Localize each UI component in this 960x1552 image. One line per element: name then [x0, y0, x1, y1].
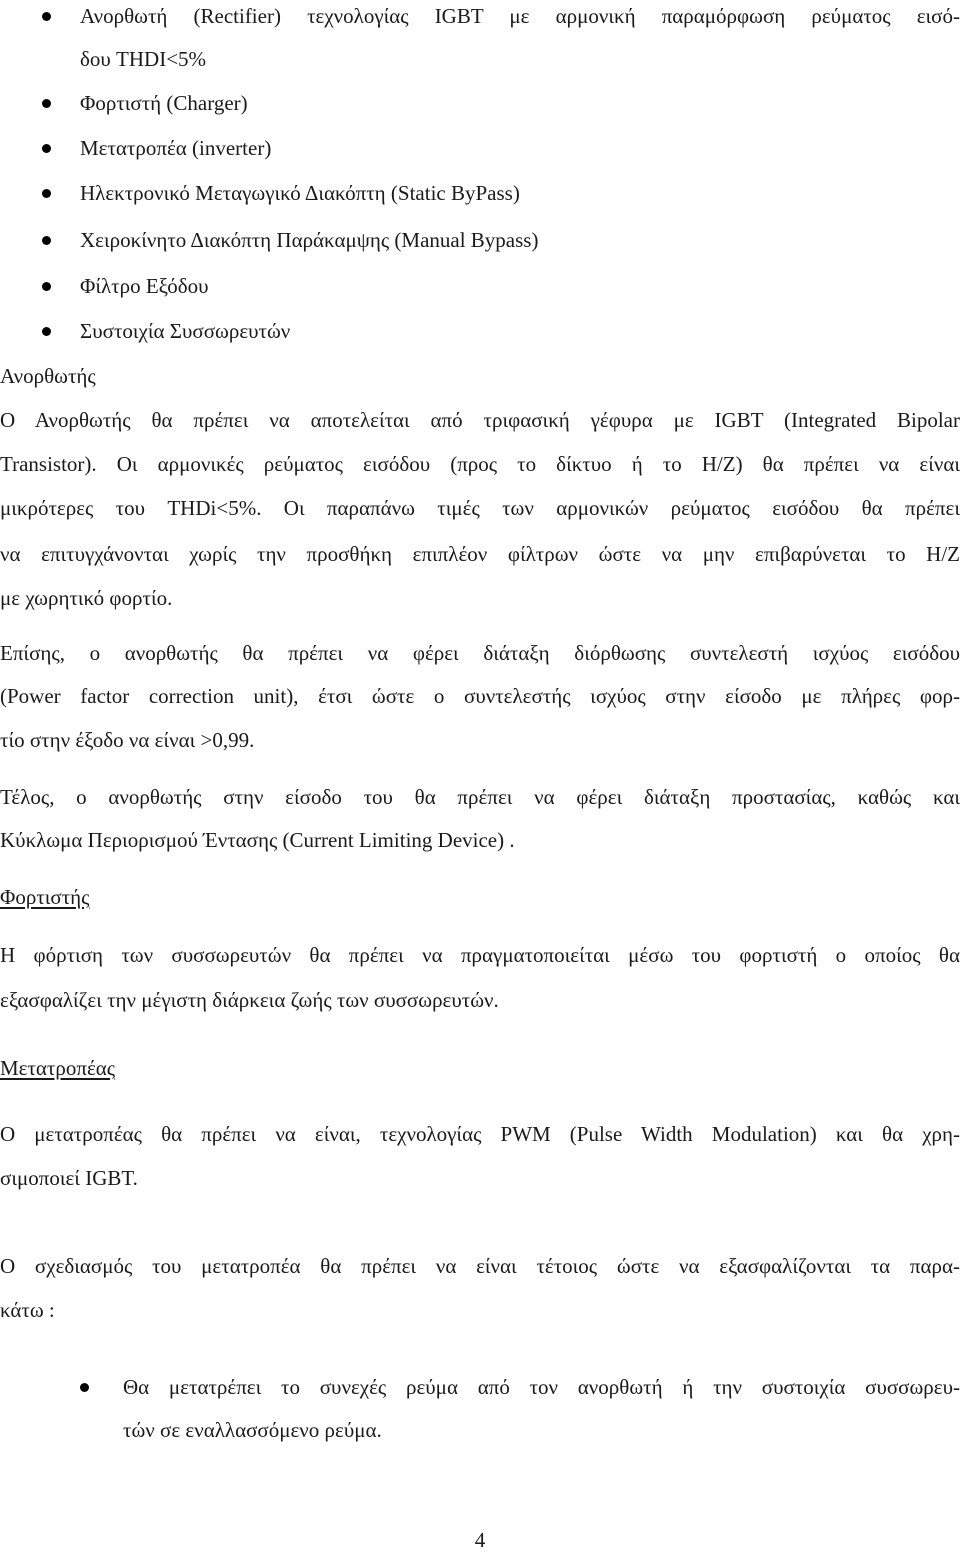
section-heading: Ανορθωτής: [0, 364, 96, 388]
list-item: Φίλτρο Εξόδου: [80, 274, 209, 298]
page-number: 4: [474, 1528, 486, 1552]
bullet-dot-icon: [42, 144, 51, 153]
bullet-dot-icon: [42, 282, 51, 291]
bullet-dot-icon: [42, 12, 51, 21]
list-item: Συστοιχία Συσσωρευτών: [80, 319, 291, 343]
paragraph-line: Ο σχεδιασμός του μετατροπέα θα πρέπει να είναι τέτοιος ώστε να εξασφαλίζονται τα παρα-: [0, 1254, 960, 1278]
bullet-dot-icon: [42, 189, 51, 198]
list-item: Ανορθωτή (Rectifier) τεχνολογίας IGBT με αρμονική παραμόρφωση ρεύματος εισό-: [80, 4, 960, 28]
paragraph-line: Κύκλωμα Περιορισμού Έντασης (Current Limiting Device) .: [0, 828, 515, 852]
paragraph-line: Ο μετατροπέας θα πρέπει να είναι, τεχνολογίας PWM (Pulse Width Modulation) και θα χρη-: [0, 1122, 960, 1146]
list-item: Φορτιστή (Charger): [80, 91, 248, 115]
paragraph-line: Transistor). Οι αρμονικές ρεύματος εισόδου (προς το δίκτυο ή το Η/Ζ) θα πρέπει να είναι: [0, 452, 960, 476]
paragraph-line: με χωρητικό φορτίο.: [0, 586, 173, 610]
paragraph-line: (Power factor correction unit), έτσι ώστε ο συντελεστής ισχύος στην είσοδο με πλήρες φορ-: [0, 684, 960, 708]
bullet-dot-icon: [42, 99, 51, 108]
paragraph-line: σιμοποιεί IGBT.: [0, 1166, 138, 1190]
paragraph-line: Επίσης, ο ανορθωτής θα πρέπει να φέρει διάταξη διόρθωσης συντελεστή ισχύος εισόδου: [0, 641, 960, 665]
list-item: Μετατροπέα (inverter): [80, 136, 272, 160]
list-item: Ηλεκτρονικό Μεταγωγικό Διακόπτη (Static ByPass): [80, 181, 520, 205]
section-heading: Μετατροπέας: [0, 1056, 116, 1080]
paragraph-line: εξασφαλίζει την μέγιστη διάρκεια ζωής των συσσωρευτών.: [0, 988, 499, 1012]
paragraph-line: Ο Ανορθωτής θα πρέπει να αποτελείται από τριφασική γέφυρα με IGBT (Integrated Bipolar: [0, 408, 960, 432]
bullet-dot-icon: [80, 1383, 89, 1392]
bullet-dot-icon: [42, 327, 51, 336]
paragraph-line: Τέλος, ο ανορθωτής στην είσοδο του θα πρέπει να φέρει διάταξη προστασίας, καθώς και: [0, 785, 960, 809]
paragraph-line: να επιτυγχάνονται χωρίς την προσθήκη επιπλέον φίλτρων ώστε να μην επιβαρύνεται το Η/Ζ: [0, 542, 960, 566]
paragraph-line: μικρότερες του THDi<5%. Οι παραπάνω τιμές των αρμονικών ρεύματος εισόδου θα πρέπει: [0, 496, 960, 520]
paragraph-line: Η φόρτιση των συσσωρευτών θα πρέπει να πραγματοποιείται μέσω του φορτιστή ο οποίος θα: [0, 943, 960, 967]
paragraph-line: τίο στην έξοδο να είναι >0,99.: [0, 728, 255, 752]
list-item-continuation: δου THDI<5%: [80, 47, 207, 71]
list-item: Θα μετατρέπει το συνεχές ρεύμα από τον ανορθωτή ή την συστοιχία συσσωρευ-: [123, 1375, 960, 1399]
section-heading: Φορτιστής: [0, 885, 90, 909]
list-item: Χειροκίνητο Διακόπτη Παράκαμψης (Manual Bypass): [80, 228, 539, 252]
list-item-continuation: τών σε εναλλασσόμενο ρεύμα.: [123, 1418, 382, 1442]
paragraph-line: κάτω :: [0, 1298, 55, 1322]
bullet-dot-icon: [42, 236, 51, 245]
